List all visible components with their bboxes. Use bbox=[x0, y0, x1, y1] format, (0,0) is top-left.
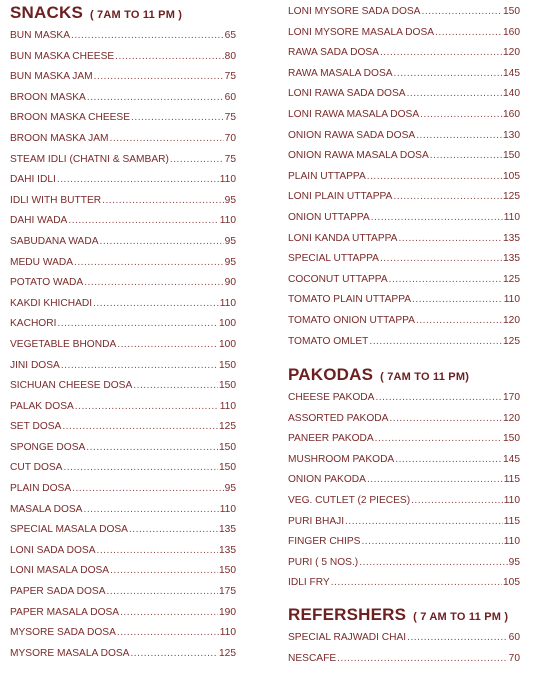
menu-item-price: 100 bbox=[219, 318, 236, 330]
menu-item bbox=[288, 388, 520, 409]
menu-item-price: 125 bbox=[503, 273, 520, 285]
menu-item-name: ONION RAWA MASALA DOSA bbox=[288, 150, 429, 162]
menu-item-price: 95 bbox=[224, 256, 236, 268]
menu-item bbox=[10, 582, 236, 603]
menu-item-name: PLAIN DOSA bbox=[10, 483, 72, 495]
menu-item-name: DAHI WADA bbox=[10, 215, 68, 227]
menu-item-price: 80 bbox=[224, 50, 236, 62]
menu-item bbox=[10, 253, 236, 274]
menu-item-name: ASSORTED PAKODA bbox=[288, 412, 389, 424]
menu-item-price: 135 bbox=[219, 544, 236, 556]
menu-item-name: SET DOSA bbox=[10, 421, 62, 433]
menu-item bbox=[10, 356, 236, 377]
dot-leader bbox=[117, 623, 219, 644]
menu-item-name: BUN MASKA bbox=[10, 30, 71, 41]
menu-item bbox=[288, 229, 520, 250]
menu-item bbox=[10, 314, 236, 335]
section-heading-refershers bbox=[288, 602, 520, 628]
menu-item-name: BUN MASKA JAM bbox=[10, 71, 93, 83]
section-spacer bbox=[288, 352, 520, 362]
menu-item-name: MASALA DOSA bbox=[10, 503, 83, 515]
menu-item-price: 110 bbox=[219, 297, 236, 309]
menu-list-snacks bbox=[10, 26, 236, 664]
menu-item bbox=[288, 532, 520, 553]
menu-item bbox=[288, 512, 520, 533]
menu-item-name: PLAIN UTTAPPA bbox=[288, 170, 366, 182]
menu-item-price: 70 bbox=[508, 652, 520, 664]
dot-leader bbox=[100, 232, 224, 253]
menu-item-price: 110 bbox=[503, 536, 520, 548]
dot-leader bbox=[430, 146, 502, 167]
menu-item bbox=[10, 500, 236, 521]
menu-item bbox=[10, 108, 236, 129]
menu-item bbox=[288, 470, 520, 491]
menu-item bbox=[10, 232, 236, 253]
menu-item bbox=[288, 332, 520, 353]
menu-item bbox=[10, 644, 236, 665]
dot-leader bbox=[71, 26, 224, 47]
menu-item-name: LONI MYSORE MASALA DOSA bbox=[288, 26, 435, 38]
section-title: REFERSHERS bbox=[288, 605, 407, 625]
menu-item bbox=[288, 628, 520, 649]
menu-item-name: LONI KANDA UTTAPPA bbox=[288, 232, 398, 244]
menu-item-name: SPONGE DOSA bbox=[10, 441, 86, 453]
menu-item bbox=[10, 561, 236, 582]
menu-item-price: 160 bbox=[503, 108, 520, 120]
menu-item-price: 140 bbox=[503, 88, 520, 100]
menu-item-price: 130 bbox=[503, 129, 520, 141]
menu-item bbox=[288, 491, 520, 512]
dot-leader bbox=[94, 67, 224, 88]
menu-item bbox=[10, 623, 236, 644]
menu-item-price: 105 bbox=[503, 577, 520, 589]
menu-item bbox=[10, 129, 236, 150]
menu-item-price: 190 bbox=[219, 606, 236, 618]
menu-item-name: SPECIAL UTTAPPA bbox=[288, 253, 379, 265]
dot-leader bbox=[84, 273, 223, 294]
menu-item-price: 110 bbox=[219, 627, 236, 639]
menu-item-name: ONION PAKODA bbox=[288, 474, 366, 486]
menu-item bbox=[10, 170, 236, 191]
dot-leader bbox=[74, 253, 224, 274]
menu-item-name: ONION RAWA SADA DOSA bbox=[288, 129, 416, 141]
dot-leader bbox=[110, 561, 218, 582]
dot-leader bbox=[63, 458, 218, 479]
menu-item bbox=[10, 397, 236, 418]
menu-item-price: 110 bbox=[503, 495, 520, 507]
menu-item-name: ONION UTTAPPA bbox=[288, 211, 370, 223]
menu-item-price: 65 bbox=[224, 30, 236, 41]
dot-leader bbox=[359, 553, 507, 574]
section-time: ( 7AM TO 11 PM) bbox=[380, 371, 470, 384]
menu-item-price: 125 bbox=[219, 421, 236, 433]
menu-item-name: VEG. CUTLET (2 PIECES) bbox=[288, 495, 411, 507]
menu-item-name: PAPER SADA DOSA bbox=[10, 586, 106, 598]
menu-item-price: 120 bbox=[503, 412, 520, 424]
menu-item-price: 95 bbox=[224, 483, 236, 495]
dot-leader bbox=[420, 105, 502, 126]
dot-leader bbox=[97, 541, 219, 562]
dot-leader bbox=[345, 512, 503, 533]
menu-item bbox=[10, 211, 236, 232]
menu-item-name: PALAK DOSA bbox=[10, 400, 74, 412]
menu-item bbox=[288, 450, 520, 471]
dot-leader bbox=[57, 314, 218, 335]
menu-item bbox=[288, 311, 520, 332]
menu-item-price: 110 bbox=[219, 400, 236, 412]
dot-leader bbox=[117, 335, 218, 356]
menu-item-name: COCONUT UTTAPPA bbox=[288, 273, 388, 285]
menu-list-refershers bbox=[288, 628, 520, 669]
menu-item bbox=[10, 150, 236, 171]
dot-leader bbox=[416, 126, 502, 147]
menu-item-name: NESCAFE bbox=[288, 652, 337, 664]
dot-leader bbox=[380, 43, 502, 64]
dot-leader bbox=[115, 47, 223, 68]
section-title: PAKODAS bbox=[288, 365, 374, 385]
menu-item-price: 125 bbox=[503, 335, 520, 347]
menu-item-name: IDLI WITH BUTTER bbox=[10, 194, 102, 206]
dot-leader bbox=[367, 470, 503, 491]
menu-item-price: 110 bbox=[503, 294, 520, 306]
menu-item-name: LONI PLAIN UTTAPPA bbox=[288, 191, 393, 203]
menu-item-name: TOMATO OMLET bbox=[288, 335, 369, 347]
right-column bbox=[288, 0, 520, 669]
menu-item-price: 110 bbox=[219, 174, 236, 186]
menu-item-name: TOMATO ONION UTTAPPA bbox=[288, 314, 415, 326]
menu-item-price: 150 bbox=[219, 359, 236, 371]
menu-item-price: 105 bbox=[503, 170, 520, 182]
dot-leader bbox=[83, 500, 218, 521]
menu-item bbox=[10, 376, 236, 397]
menu-item bbox=[288, 208, 520, 229]
menu-item-price: 75 bbox=[224, 153, 236, 165]
menu-item bbox=[10, 479, 236, 500]
menu-item-name: LONI MASALA DOSA bbox=[10, 565, 110, 577]
dot-leader bbox=[107, 582, 219, 603]
menu-item-price: 110 bbox=[219, 215, 236, 227]
dot-leader bbox=[102, 191, 224, 212]
dot-leader bbox=[394, 64, 502, 85]
menu-item-name: BUN MASKA CHEESE bbox=[10, 50, 115, 62]
menu-item-name: MUSHROOM PAKODA bbox=[288, 453, 395, 465]
dot-leader bbox=[68, 211, 218, 232]
menu-item-price: 175 bbox=[219, 586, 236, 598]
menu-item-price: 135 bbox=[503, 253, 520, 265]
dot-leader bbox=[367, 167, 502, 188]
dot-leader bbox=[416, 311, 502, 332]
section-heading-snacks bbox=[10, 0, 236, 26]
menu-list-snacks-continued bbox=[288, 0, 520, 352]
menu-item bbox=[10, 458, 236, 479]
menu-item-name: RAWA SADA DOSA bbox=[288, 47, 379, 59]
menu-item bbox=[10, 67, 236, 88]
menu-item-name: SABUDANA WADA bbox=[10, 235, 99, 247]
menu-item bbox=[288, 84, 520, 105]
dot-leader bbox=[393, 187, 502, 208]
menu-item bbox=[288, 167, 520, 188]
menu-item bbox=[10, 438, 236, 459]
menu-item-price: 145 bbox=[503, 67, 520, 79]
menu-item-name: VEGETABLE BHONDA bbox=[10, 338, 117, 350]
dot-leader bbox=[72, 479, 224, 500]
menu-item-name: LONI MYSORE SADA DOSA bbox=[288, 6, 421, 17]
menu-item-price: 120 bbox=[503, 314, 520, 326]
menu-item bbox=[288, 409, 520, 430]
menu-item bbox=[288, 64, 520, 85]
dot-leader bbox=[389, 270, 502, 291]
dot-leader bbox=[380, 249, 502, 270]
menu-item-name: POTATO WADA bbox=[10, 277, 84, 289]
dot-leader bbox=[110, 129, 224, 150]
menu-item bbox=[288, 23, 520, 44]
menu-item bbox=[288, 290, 520, 311]
menu-item-name: SPECIAL MASALA DOSA bbox=[10, 524, 128, 536]
dot-leader bbox=[361, 532, 502, 553]
menu-item-name: KACHORI bbox=[10, 318, 57, 330]
dot-leader bbox=[133, 376, 218, 397]
menu-item-name: PAPER MASALA DOSA bbox=[10, 606, 120, 618]
menu-item-price: 150 bbox=[503, 433, 520, 445]
menu-item-name: CHEESE PAKODA bbox=[288, 392, 375, 404]
left-column bbox=[10, 0, 236, 664]
dot-leader bbox=[120, 603, 218, 624]
menu-item-name: BROON MASKA bbox=[10, 91, 86, 103]
menu-item-name: MYSORE MASALA DOSA bbox=[10, 647, 130, 659]
menu-item-price: 115 bbox=[503, 515, 520, 527]
menu-item bbox=[288, 429, 520, 450]
dot-leader bbox=[369, 332, 502, 353]
menu-item bbox=[10, 520, 236, 541]
menu-item bbox=[288, 249, 520, 270]
menu-item-price: 110 bbox=[503, 211, 520, 223]
menu-item-name: DAHI IDLI bbox=[10, 174, 56, 186]
dot-leader bbox=[130, 644, 218, 665]
dot-leader bbox=[412, 290, 503, 311]
menu-item bbox=[288, 105, 520, 126]
dot-leader bbox=[407, 84, 502, 105]
menu-item bbox=[10, 541, 236, 562]
menu-item bbox=[288, 126, 520, 147]
menu-item-price: 160 bbox=[503, 26, 520, 38]
menu-item-price: 95 bbox=[224, 194, 236, 206]
menu-item-price: 145 bbox=[503, 453, 520, 465]
menu-item-name: LONI RAWA SADA DOSA bbox=[288, 88, 406, 100]
menu-item-price: 125 bbox=[219, 647, 236, 659]
menu-item bbox=[288, 573, 520, 594]
dot-leader bbox=[129, 520, 218, 541]
section-time: ( 7AM TO 11 PM ) bbox=[89, 9, 183, 21]
menu-item-price: 70 bbox=[224, 132, 236, 144]
menu-item bbox=[10, 417, 236, 438]
menu-item bbox=[10, 26, 236, 47]
dot-leader bbox=[398, 229, 502, 250]
menu-item-name: BROON MASKA CHEESE bbox=[10, 112, 131, 124]
menu-item-price: 75 bbox=[224, 112, 236, 124]
dot-leader bbox=[75, 397, 219, 418]
menu-item-name: PURI ( 5 NOS.) bbox=[288, 556, 359, 568]
dot-leader bbox=[331, 573, 502, 594]
menu-item-price: 110 bbox=[219, 503, 236, 515]
menu-item bbox=[288, 146, 520, 167]
menu-item-name: RAWA MASALA DOSA bbox=[288, 67, 393, 79]
menu-item-name: TOMATO PLAIN UTTAPPA bbox=[288, 294, 412, 306]
menu-item bbox=[10, 603, 236, 624]
menu-item-price: 150 bbox=[219, 441, 236, 453]
dot-leader bbox=[435, 23, 502, 44]
menu-list-pakodas bbox=[288, 388, 520, 594]
menu-item-price: 170 bbox=[503, 392, 520, 404]
menu-item bbox=[10, 88, 236, 109]
menu-item-name: JINI DOSA bbox=[10, 359, 60, 371]
dot-leader bbox=[57, 170, 219, 191]
menu-item-price: 60 bbox=[508, 632, 520, 644]
menu-item-name: STEAM IDLI (CHATNI & SAMBAR) bbox=[10, 153, 169, 165]
menu-item-price: 95 bbox=[224, 235, 236, 247]
menu-item-name: MYSORE SADA DOSA bbox=[10, 627, 116, 639]
menu-item-price: 115 bbox=[503, 474, 520, 486]
dot-leader bbox=[131, 108, 224, 129]
menu-item bbox=[10, 294, 236, 315]
menu-item bbox=[10, 273, 236, 294]
menu-item bbox=[288, 553, 520, 574]
section-spacer bbox=[288, 594, 520, 602]
menu-item bbox=[288, 270, 520, 291]
dot-leader bbox=[375, 388, 502, 409]
menu-item-name: FINGER CHIPS bbox=[288, 536, 361, 548]
menu-item-name: PANEER PAKODA bbox=[288, 433, 374, 445]
dot-leader bbox=[407, 628, 508, 649]
menu-item-name: BROON MASKA JAM bbox=[10, 132, 109, 144]
dot-leader bbox=[371, 208, 503, 229]
menu-item-price: 90 bbox=[224, 277, 236, 289]
dot-leader bbox=[61, 356, 218, 377]
menu-item-price: 60 bbox=[224, 91, 236, 103]
menu-item-price: 150 bbox=[219, 462, 236, 474]
menu-item-name: IDLI FRY bbox=[288, 577, 330, 589]
menu-item-price: 75 bbox=[224, 71, 236, 83]
menu-item-price: 150 bbox=[219, 565, 236, 577]
menu-item-name: LONI RAWA MASALA DOSA bbox=[288, 108, 420, 120]
section-time: ( 7 AM TO 11 PM ) bbox=[413, 611, 509, 624]
dot-leader bbox=[395, 450, 502, 471]
dot-leader bbox=[337, 649, 508, 670]
menu-item-name: SICHUAN CHEESE DOSA bbox=[10, 380, 133, 392]
section-title: SNACKS bbox=[10, 3, 83, 22]
menu-item-price: 135 bbox=[219, 524, 236, 536]
menu-item bbox=[288, 187, 520, 208]
menu-item bbox=[10, 47, 236, 68]
menu-item-price: 100 bbox=[219, 338, 236, 350]
menu-item-price: 120 bbox=[503, 47, 520, 59]
section-heading-pakodas bbox=[288, 362, 520, 388]
dot-leader bbox=[93, 294, 219, 315]
dot-leader bbox=[411, 491, 503, 512]
menu-item-price: 135 bbox=[503, 232, 520, 244]
dot-leader bbox=[375, 429, 502, 450]
menu-item-name: KAKDI KHICHADI bbox=[10, 297, 93, 309]
menu-item-price: 150 bbox=[503, 150, 520, 162]
dot-leader bbox=[421, 2, 502, 23]
menu-item bbox=[288, 43, 520, 64]
menu-item bbox=[10, 191, 236, 212]
menu-item bbox=[10, 335, 236, 356]
dot-leader bbox=[87, 88, 224, 109]
menu-item-price: 95 bbox=[508, 556, 520, 568]
dot-leader bbox=[389, 409, 502, 430]
menu-item-name: LONI SADA DOSA bbox=[10, 544, 96, 556]
dot-leader bbox=[62, 417, 218, 438]
menu-item bbox=[288, 2, 520, 23]
dot-leader bbox=[170, 150, 224, 171]
dot-leader bbox=[86, 438, 218, 459]
menu-item-price: 125 bbox=[503, 191, 520, 203]
menu-item-name: PURI BHAJI bbox=[288, 515, 345, 527]
menu-item-price: 150 bbox=[219, 380, 236, 392]
menu-item-name: MEDU WADA bbox=[10, 256, 74, 268]
menu-item bbox=[288, 649, 520, 670]
menu-item-name: CUT DOSA bbox=[10, 462, 63, 474]
menu-item-price: 150 bbox=[503, 6, 520, 17]
menu-item-name: SPECIAL RAJWADI CHAI bbox=[288, 632, 407, 644]
